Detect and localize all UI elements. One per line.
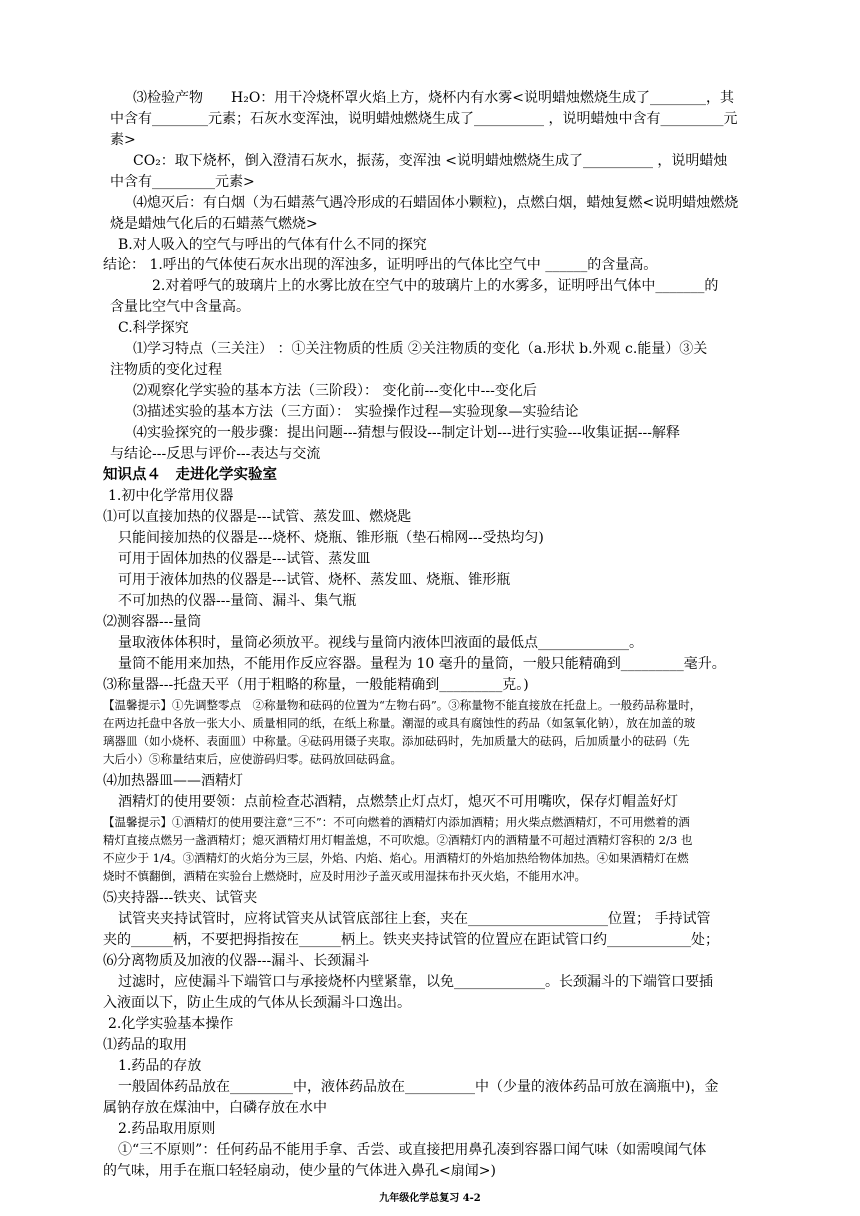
text-line: ⑵观察化学实验的基本方法（三阶段）： 变化前---变化中---变化后 <box>133 383 537 399</box>
tip-text: 【温馨提示】①酒精灯的使用要注意“三不”：不可向燃着的酒精灯内添加酒精；用火柴点燃酒精灯，不可用燃着的酒 <box>103 815 690 829</box>
text-line: 属钠存放在煤油中，白磷存放在水中 <box>103 1100 327 1116</box>
text-line: ⑵测容器---量筒 <box>103 614 202 630</box>
section-heading: 1.药品的存放 <box>118 1058 202 1074</box>
text-line: 中含有________元素；石灰水变浑浊，说明蜡烛燃烧生成了__________ ，说明蜡烛中含有_________元 <box>110 111 738 127</box>
knowledge-point-heading: 知识点４ 走进化学实验室 <box>103 467 277 483</box>
text-line: 与结论---反思与评价---表达与交流 <box>110 446 321 462</box>
text-line: 量取液体体积时，量筒必须放平。视线与量筒内液体凹液面的最低点_____________。 <box>118 635 643 651</box>
text-line: 可用于液体加热的仪器是---试管、烧杯、蒸发皿、烧瓶、锥形瓶 <box>118 572 511 588</box>
section-heading: 2.药品取用原则 <box>118 1121 216 1137</box>
text-line: ⑶称量器---托盘天平（用于粗略的称量，一般能精确到_________克。) <box>103 677 529 693</box>
text-line: 不可加热的仪器---量筒、漏斗、集气瓶 <box>118 593 357 609</box>
text-line: ⑶检验产物 H₂O：用干冷烧杯罩火焰上方，烧杯内有水雾<说明蜡烛燃烧生成了________，其 <box>133 90 735 106</box>
text-line: 夹的______柄，不要把拇指按在______柄上。铁夹夹持试管的位置应在距试管口约____________处； <box>103 932 719 948</box>
text-line: 一般固体药品放在_________中，液体药品放在__________中（少量的液体药品可放在滴瓶中)，金 <box>118 1079 719 1095</box>
text-line: ⑴可以直接加热的仪器是---试管、蒸发皿、燃烧匙 <box>103 509 412 525</box>
text-line: ⑸夹持器---铁夹、试管夹 <box>103 890 258 906</box>
text-line: 试管夹夹持试管时，应将试管夹从试管底部往上套，夹在____________________位置； 手持试管 <box>118 911 711 927</box>
text-line: 只能间接加热的仪器是---烧杯、烧瓶、锥形瓶（垫石棉网---受热均匀) <box>118 530 544 546</box>
text-line: 2.对着呼气的玻璃片上的水雾比放在空气中的玻璃片上的水雾多，证明呼出气体中_______的 <box>152 278 719 294</box>
text-line: ⑴学习特点（三关注） ：①关注物质的性质 ②关注物质的变化（a.形状 b.外观 c.能量）③关 <box>133 341 708 357</box>
text-line: 的气味，用手在瓶口轻轻扇动，使少量的气体进入鼻孔<扇闻>) <box>103 1163 496 1179</box>
section-heading: 1.初中化学常用仪器 <box>108 488 234 504</box>
section-heading: 2.化学实验基本操作 <box>108 1016 234 1032</box>
text-line: CO₂：取下烧杯，倒入澄清石灰水，振荡，变浑浊 <说明蜡烛燃烧生成了__________ ，说明蜡烛 <box>133 153 728 169</box>
text-line: 结论： 1.呼出的气体使石灰水出现的浑浊多，证明呼出的气体比空气中 ______的含量高。 <box>103 257 658 273</box>
text-line: ⑷实验探究的一般步骤：提出问题---猜想与假设---制定计划---进行实验---收集证据---解释 <box>133 425 680 441</box>
tip-text: 烧时不慎翻倒，酒精在实验台上燃烧时，应及时用沙子盖灭或用湿抹布扑灭火焰，不能用水冲。 <box>103 869 586 883</box>
text-line: 过滤时，应使漏斗下端管口与承接烧杯内壁紧靠，以免_____________。长颈漏斗的下端管口要插 <box>118 974 713 990</box>
section-heading: C.科学探究 <box>118 320 189 336</box>
text-line: ①“三不原则”：任何药品不能用手拿、舌尝、或直接把用鼻孔凑到容器口闻气味（如需嗅闻气体 <box>118 1142 707 1158</box>
text-line: ⑹分离物质及加液的仪器---漏斗、长颈漏斗 <box>103 953 370 969</box>
text-line: ⑷熄灭后：有白烟（为石蜡蒸气遇冷形成的石蜡固体小颗粒)，点燃白烟，蜡烛复燃<说明蜡烛燃烧 <box>133 195 739 211</box>
tip-text: 【温馨提示】①先调整零点 ②称量物和砝码的位置为“左物右码”。③称量物不能直接放在托盘上。一般药品称量时， <box>103 698 702 712</box>
text-line: 含量比空气中含量高。 <box>110 299 250 315</box>
text-line: ⑶描述实验的基本方法（三方面）： 实验操作过程—实验现象—实验结论 <box>133 404 579 420</box>
text-line: 酒精灯的使用要领：点前检查芯酒精，点燃禁止灯点灯，熄灭不可用嘴吹，保存灯帽盖好灯 <box>118 794 678 810</box>
text-line: 入液面以下，防止生成的气体从长颈漏斗口逸出。 <box>103 995 411 1011</box>
text-line: ⑴药品的取用 <box>103 1037 187 1053</box>
text-line: 量筒不能用来加热，不能用作反应容器。量程为 10 毫升的量筒，一般只能精确到_________毫升。 <box>118 656 726 672</box>
text-line: 可用于固体加热的仪器是---试管、蒸发皿 <box>118 551 371 567</box>
tip-text: 璃器皿（如小烧杯、表面皿）中称量。④砝码用镊子夹取。添加砝码时，先加质量大的砝码，后加质量小的砝码（先 <box>103 734 690 748</box>
tip-text: 大后小）⑤称量结束后，应使游码归零。砝码放回砝码盒。 <box>103 752 402 766</box>
text-line: 素> <box>110 132 136 148</box>
page-footer: 九年级化学总复习 4-2 <box>379 1193 481 1204</box>
tip-text: 在两边托盘中各放一张大小、质量相同的纸，在纸上称量。潮湿的或具有腐蚀性的药品（如氢氧化钠），放在加盖的玻 <box>103 716 696 730</box>
text-line: 烧是蜡烛气化后的石蜡蒸气燃烧> <box>110 216 318 232</box>
tip-text: 不应少于 1/4。③酒精灯的火焰分为三层，外焰、内焰、焰心。用酒精灯的外焰加热给物体加热。④如果酒精灯在燃 <box>103 851 689 865</box>
section-heading: B.对人吸入的空气与呼出的气体有什么不同的探究 <box>118 237 427 253</box>
text-line: 中含有_________元素> <box>110 174 255 190</box>
tip-text: 精灯直接点燃另一盏酒精灯；熄灭酒精灯用灯帽盖熄，不可吹熄。②酒精灯内的酒精量不可超过酒精灯容积的 2/3 也 <box>103 833 693 847</box>
text-line: 注物质的变化过程 <box>110 362 222 378</box>
text-line: ⑷加热器皿——酒精灯 <box>103 773 243 789</box>
